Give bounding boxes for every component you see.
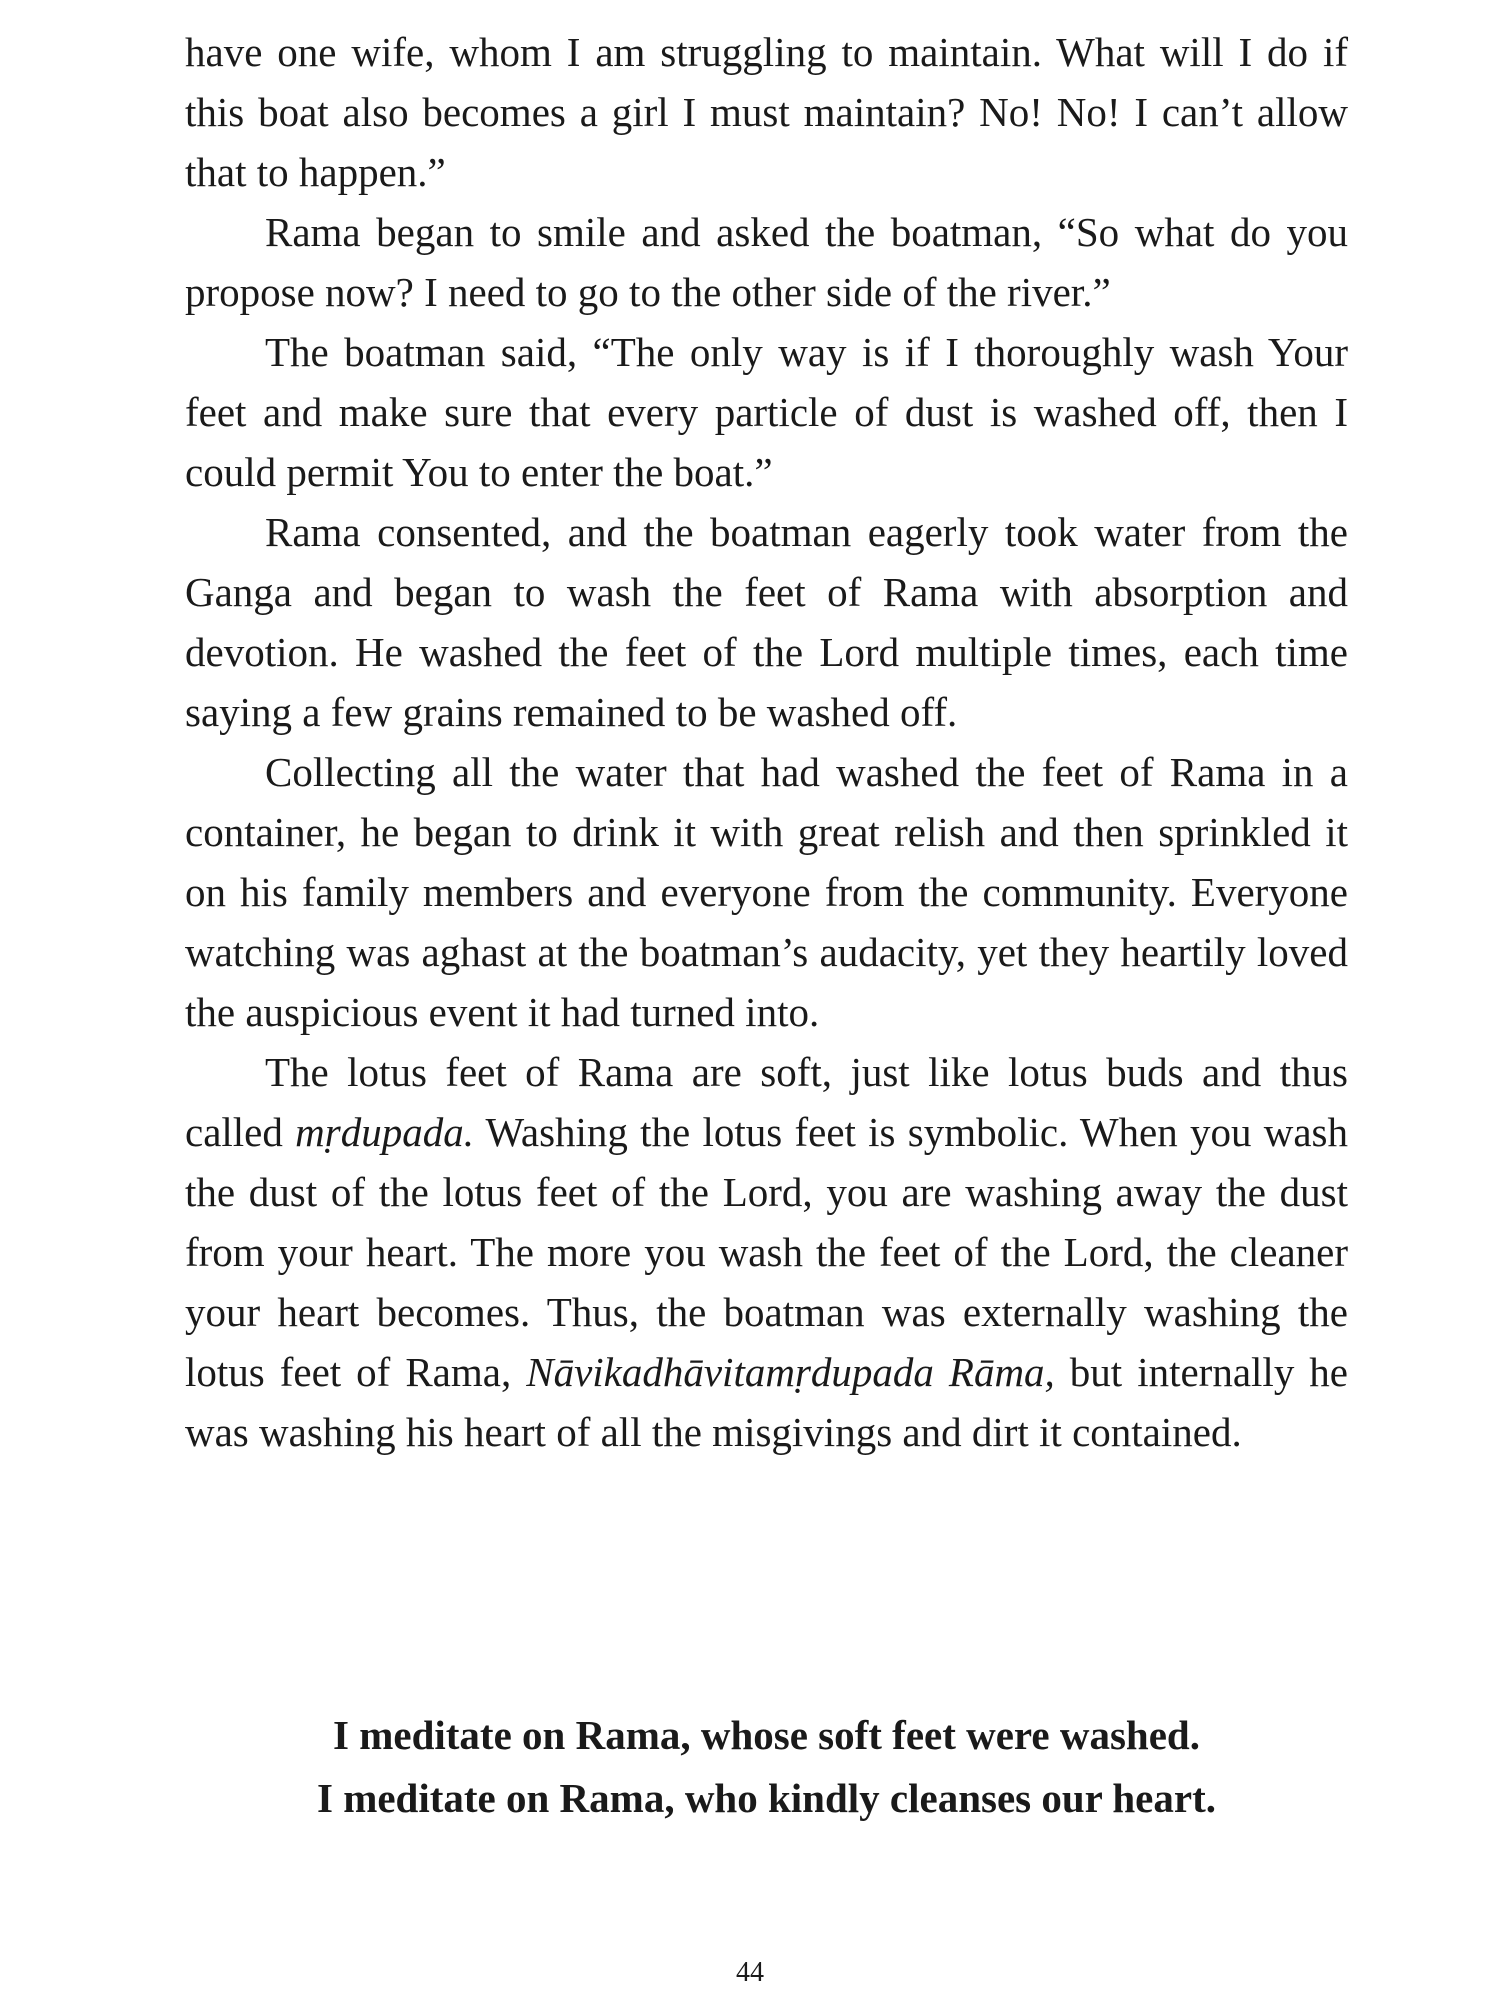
term-mrdupada: mṛdupada. <box>295 1109 474 1155</box>
paragraph-collecting-water: Collecting all the water that had washed the feet of Rama in a container, he began to drink it with great relish and then sprinkled it on his family members and everyone from the community. Everyone watching was aghast at the boatman’s audacity, yet they heartily loved the auspicious event it had turned into. <box>185 749 1348 1035</box>
paragraph-washing-feet: Rama consented, and the boatman eagerly took water from the Ganga and began to wash the feet of Rama with absorption and devotion. He washed the feet of the Lord multiple times, each time saying a few grains remained to be washed off. <box>185 509 1348 735</box>
meditation-line-2: I meditate on Rama, who kindly cleanses our heart. <box>317 1775 1216 1821</box>
meditation-verse <box>185 1704 1348 1830</box>
paragraph-rama-smiles: Rama began to smile and asked the boatman, “So what do you propose now? I need to go to the other side of the river.” <box>185 209 1348 315</box>
page-number: 44 <box>736 1957 764 1988</box>
term-navikadhavitamrdupada: Nāvikadhāvitamṛdupada Rāma, <box>526 1349 1055 1395</box>
symbolism-text-3: but internally he was washing his heart of all the misgivings and dirt it contained. <box>185 1349 1349 1455</box>
symbolism-text-1: The lotus feet of Rama are soft, just like lotus buds and thus called <box>185 1049 1348 1155</box>
symbolism-text-2: Washing the lotus feet is symbolic. When you wash the dust of the lotus feet of the Lord, you are washing away the dust from your heart. The more you wash the feet of the Lord, the cleaner your heart becomes. Thus, the boatman was externally washing the lotus feet of Rama, <box>185 1109 1348 1395</box>
paragraph-continuation: have one wife, whom I am struggling to maintain. What will I do if this boat also becomes a girl I must maintain? No! No! I can’t allow that to happen.” <box>185 29 1348 195</box>
paragraph-symbolism <box>185 1042 1348 1462</box>
meditation-line-1: I meditate on Rama, whose soft feet were washed. <box>333 1712 1200 1758</box>
paragraph-boatman-condition: The boatman said, “The only way is if I thoroughly wash Your feet and make sure that every particle of dust is washed off, then I could permit You to enter the boat.” <box>185 329 1348 495</box>
body-text <box>185 22 1348 1462</box>
